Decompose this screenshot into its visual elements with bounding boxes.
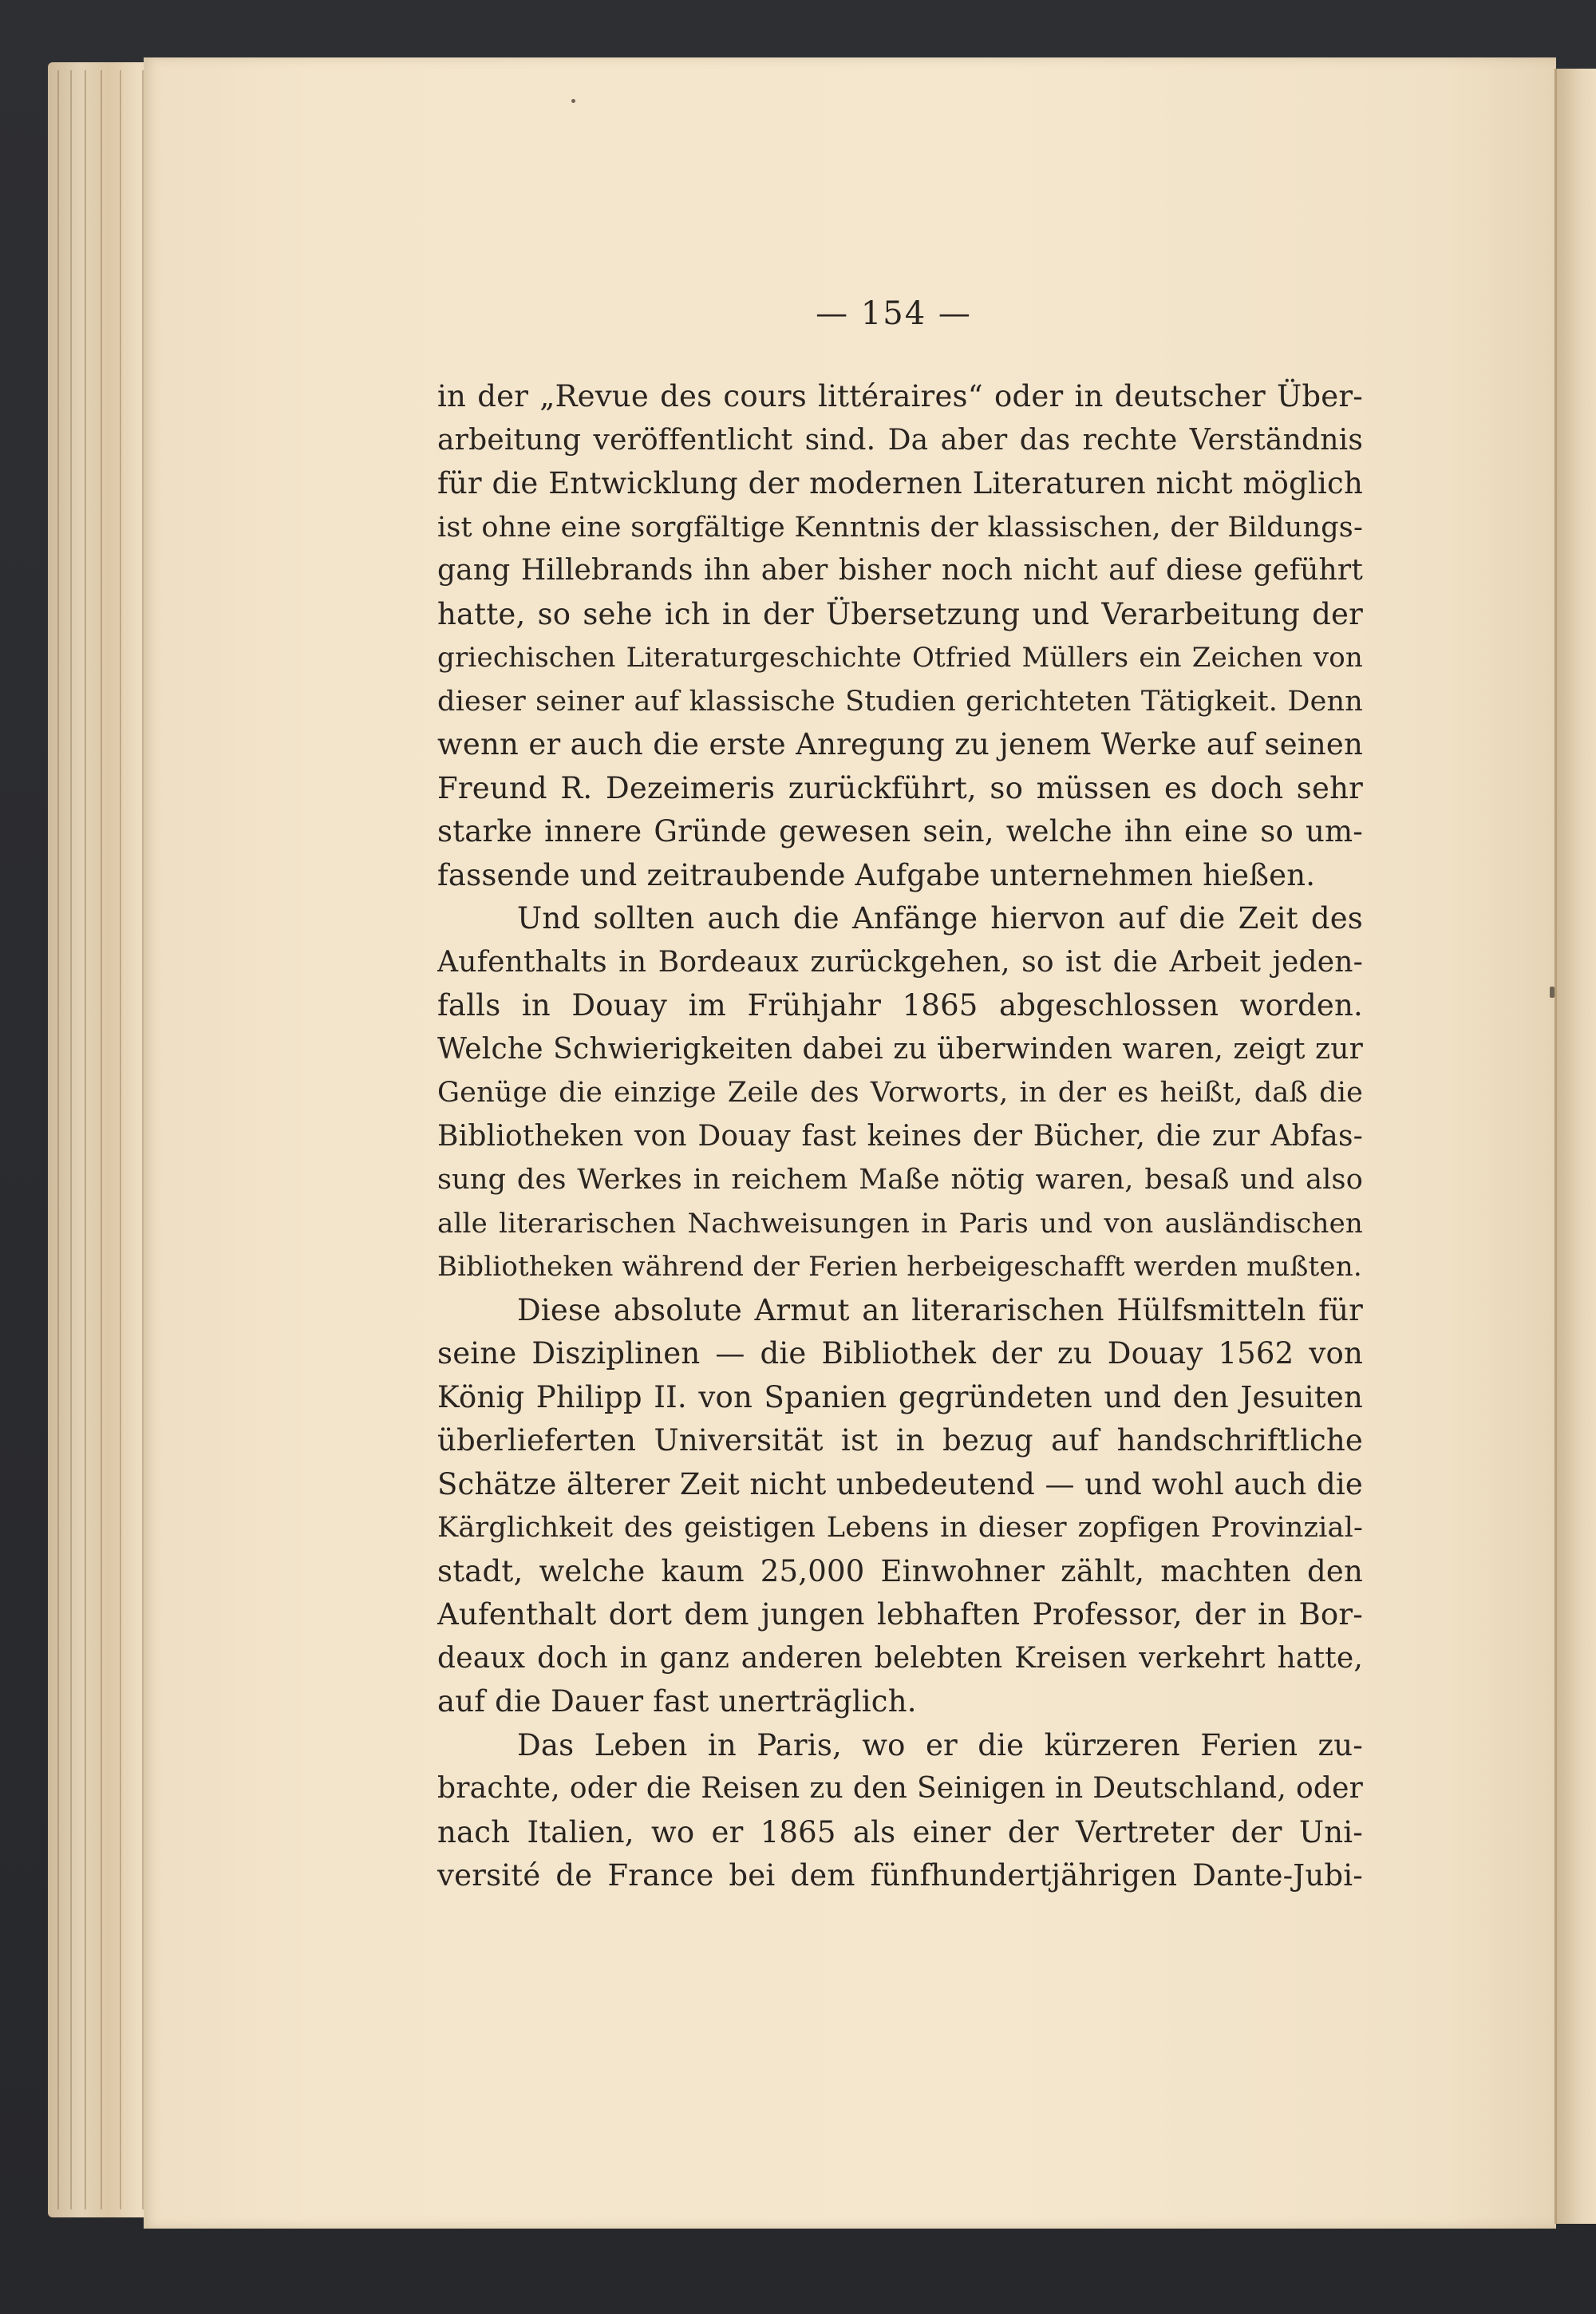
text-line: Diese absolute Armut an literarischen Hülfsmitteln für <box>517 1292 1363 1327</box>
text-line: Aufenthalts in Bordeaux zurückgehen, so ist die Arbeit jeden- <box>437 945 1363 979</box>
text-line: fassende und zeitraubende Aufgabe unternehmen hießen. <box>437 857 1316 892</box>
text-line: wenn er auch die erste Anregung zu jenem Werke auf seinen <box>437 727 1363 761</box>
text-line: Das Leben in Paris, wo er die kürzeren Ferien zu- <box>517 1727 1363 1762</box>
text-line: alle literarischen Nachweisungen in Paris und von ausländischen <box>437 1207 1363 1240</box>
text-line: nach Italien, wo er 1865 als einer der Vertreter der Uni- <box>437 1814 1363 1849</box>
text-line: auf die Dauer fast unerträglich. <box>437 1684 917 1719</box>
text-line: brachte, oder die Reisen zu den Seinigen in Deutschland, oder <box>437 1772 1363 1805</box>
text-line: griechischen Literaturgeschichte Otfried Müllers ein Zeichen von <box>437 642 1363 674</box>
text-line: sung des Werkes in reichem Maße nötig waren, besaß und also <box>437 1164 1363 1196</box>
text-line: Welche Schwierigkeiten dabei zu überwinden waren, zeigt zur <box>437 1032 1363 1066</box>
text-line: deaux doch in ganz anderen belebten Kreisen verkehrt hatte, <box>437 1641 1363 1675</box>
text-line: seine Disziplinen — die Bibliothek der zu Douay 1562 von <box>437 1336 1363 1371</box>
text-line: stadt, welche kaum 25,000 Einwohner zählt, machten den <box>437 1553 1363 1588</box>
text-line: dieser seiner auf klassische Studien gerichteten Tätigkeit. Denn <box>437 685 1363 718</box>
text-line: überlieferten Universität ist in bezug auf handschriftliche <box>437 1423 1363 1458</box>
text-line: Bibliotheken von Douay fast keines der Bücher, die zur Abfas- <box>437 1119 1363 1153</box>
facing-page-edge <box>1555 69 1596 2224</box>
text-line: in der „Revue des cours littéraires“ oder in deutscher Über- <box>437 379 1363 413</box>
text-line: falls in Douay im Frühjahr 1865 abgeschlossen worden. <box>437 988 1363 1023</box>
text-line: gang Hillebrands ihn aber bisher noch nicht auf diese geführt <box>437 554 1363 587</box>
text-line: Kärglichkeit des geistigen Lebens in dieser zopfigen Provinzial- <box>437 1512 1363 1544</box>
text-line: Aufenthalt dort dem jungen lebhaften Professor, der in Bor- <box>437 1597 1363 1632</box>
text-line: hatte, so sehe ich in der Übersetzung und Verarbeitung der <box>437 596 1363 631</box>
page-edges <box>48 62 160 2217</box>
page-number: — 154 — <box>816 295 972 332</box>
body-text <box>437 375 1363 1898</box>
text-line: Bibliotheken während der Ferien herbeigeschafft werden mußten. <box>437 1251 1362 1283</box>
text-line: für die Entwicklung der modernen Literaturen nicht möglich <box>437 466 1363 500</box>
text-line: König Philipp II. von Spanien gegründeten und den Jesuiten <box>437 1379 1363 1414</box>
text-line: Genüge die einzige Zeile des Vorworts, in der es heißt, daß die <box>437 1077 1363 1109</box>
text-line: arbeitung veröffentlicht sind. Da aber das rechte Verständnis <box>437 423 1363 457</box>
text-line: Schätze älterer Zeit nicht unbedeutend — und wohl auch die <box>437 1466 1363 1501</box>
text-line: starke innere Gründe gewesen sein, welche ihn eine so um- <box>437 814 1363 848</box>
text-line: Und sollten auch die Anfänge hiervon auf die Zeit des <box>517 901 1363 935</box>
page-speck <box>1550 987 1555 998</box>
page-speck <box>571 99 575 103</box>
text-line: Freund R. Dezeimeris zurückführt, so müssen es doch sehr <box>437 770 1363 805</box>
text-line: versité de France bei dem fünfhundertjährigen Dante-Jubi- <box>437 1858 1363 1893</box>
text-line: ist ohne eine sorgfältige Kenntnis der klassischen, der Bildungs- <box>437 511 1363 544</box>
